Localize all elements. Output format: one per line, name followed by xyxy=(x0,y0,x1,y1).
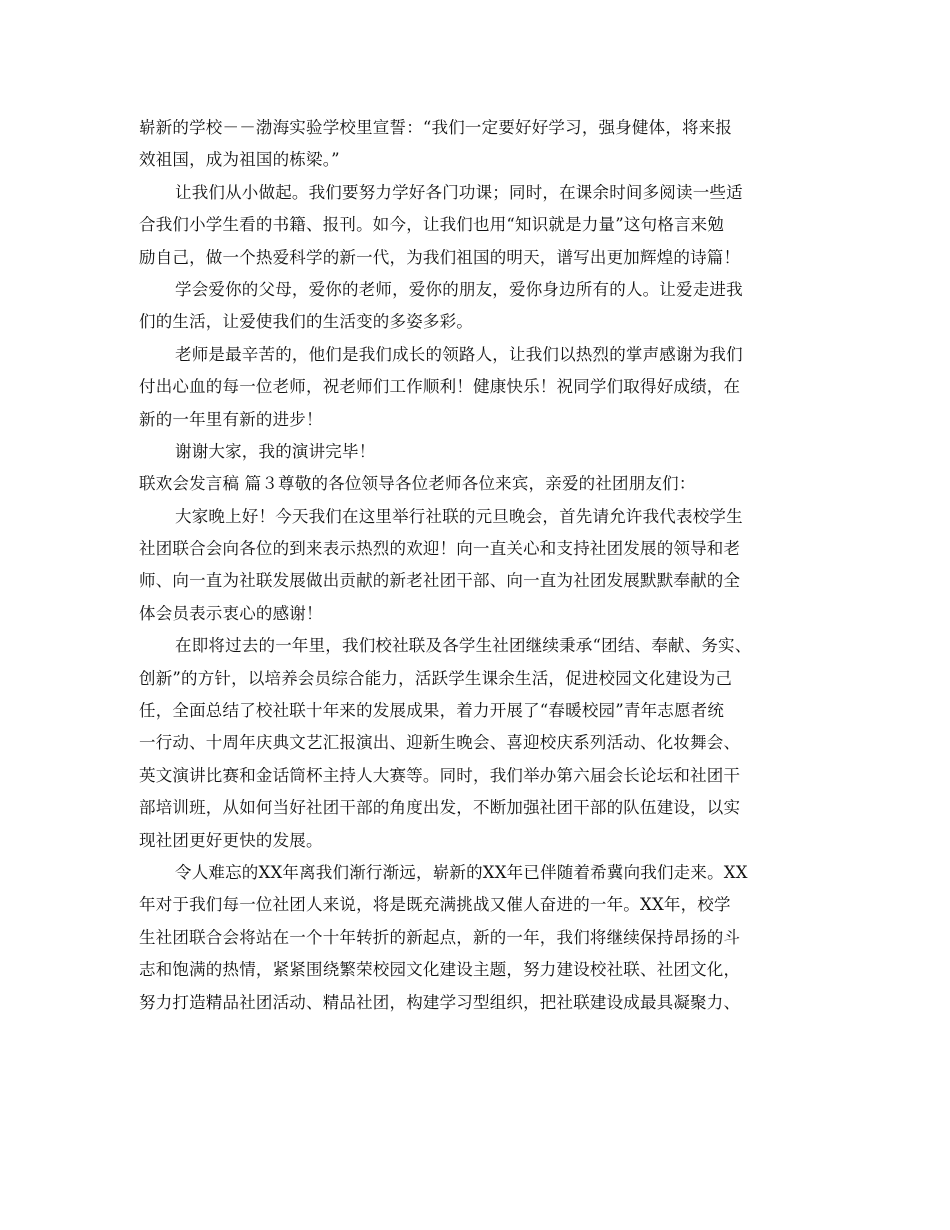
text-line: 让我们从小做起。我们要努力学好各门功课；同时，在课余时间多阅读一些适 xyxy=(175,182,743,202)
text-line: 现社团更好更快的发展。 xyxy=(139,830,323,850)
text-line: 付出心血的每一位老师，祝老师们工作顺利！健康快乐！祝同学们取得好成绩，在 xyxy=(139,377,741,397)
text-line: 社团联合会向各位的到来表示热烈的欢迎！向一直关心和支持社团发展的领导和老 xyxy=(139,539,741,559)
text-line: 学会爱你的父母，爱你的老师，爱你的朋友，爱你身边所有的人。让爱走进我 xyxy=(175,279,743,299)
text-line: 任，全面总结了校社联十年来的发展成果，着力开展了“春暖校园”青年志愿者统 xyxy=(139,701,725,721)
text-line: 体会员表示衷心的感谢！ xyxy=(139,603,323,623)
text-line: 在即将过去的一年里，我们校社联及各学生社团继续秉承“团结、奉献、务实、 xyxy=(175,636,752,656)
text-line: 励自己，做一个热爱科学的新一代，为我们祖国的明天，谱写出更加辉煌的诗篇！ xyxy=(139,247,741,267)
text-line: 谢谢大家，我的演讲完毕！ xyxy=(175,441,376,461)
text-line: 师、向一直为社联发展做出贡献的新老社团干部、向一直为社团发展默默奉献的全 xyxy=(139,571,741,591)
body-text xyxy=(139,112,819,1019)
text-line: 们的生活，让爱使我们的生活变的多姿多彩。 xyxy=(139,312,473,332)
text-line: 新的一年里有新的进步！ xyxy=(139,409,323,429)
text-line: 英文演讲比赛和金话筒杯主持人大赛等。同时，我们举办第六届会长论坛和社团干 xyxy=(139,765,741,785)
text-line: 效祖国，成为祖国的栋梁。” xyxy=(139,150,340,170)
text-line: 志和饱满的热情，紧紧围绕繁荣校园文化建设主题，努力建设校社联、社团文化， xyxy=(139,960,741,980)
text-line: 创新”的方针，以培养会员综合能力，活跃学生课余生活，促进校园文化建设为己 xyxy=(139,668,733,688)
text-line: 老师是最辛苦的，他们是我们成长的领路人，让我们以热烈的掌声感谢为我们 xyxy=(175,344,743,364)
text-line: 崭新的学校－－渤海实验学校里宣誓：“我们一定要好好学习，强身健体，将来报 xyxy=(139,118,733,137)
text-line: 大家晚上好！今天我们在这里举行社联的元旦晚会，首先请允许我代表校学生 xyxy=(175,506,743,526)
text-line: 合我们小学生看的书籍、报刊。如今，让我们也用“知识就是力量”这句格言来勉 xyxy=(139,215,725,235)
text-line: 一行动、十周年庆典文艺汇报演出、迎新生晚会、喜迎校庆系列活动、化妆舞会、 xyxy=(139,733,741,753)
text-line: 令人难忘的XX年离我们渐行渐远，崭新的XX年已伴随着希冀向我们走来。XX xyxy=(175,862,748,882)
text-line: 生社团联合会将站在一个十年转折的新起点，新的一年，我们将继续保持昂扬的斗 xyxy=(139,927,741,947)
text-line: 部培训班，从如何当好社团干部的角度出发，不断加强社团干部的队伍建设，以实 xyxy=(139,798,741,818)
text-line: 努力打造精品社团活动、精品社团，构建学习型组织，把社联建设成最具凝聚力、 xyxy=(139,992,741,1012)
section-heading-line: 联欢会发言稿 篇３尊敬的各位领导各位老师各位来宾，亲爱的社团朋友们： xyxy=(139,474,696,494)
text-line: 年对于我们每一位社团人来说，将是既充满挑战又催人奋进的一年。XX年，校学 xyxy=(139,895,731,915)
